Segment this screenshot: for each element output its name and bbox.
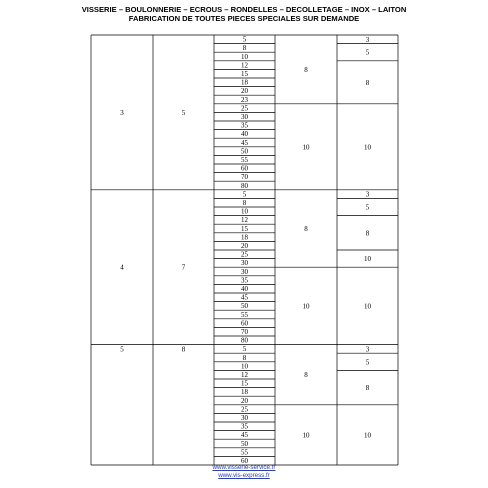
length-cell: 80 [241,336,248,345]
length-cell: 25 [241,405,248,414]
length-cell: 20 [241,87,248,96]
group-value-cell: 8 [304,225,308,233]
length-cell: 50 [241,439,248,448]
length-cell: 5 [242,35,247,44]
group-value-cell: 10 [302,431,310,440]
pitch-cell: 5 [181,108,186,117]
sub-value-cell: 8 [365,78,370,87]
sub-value-cell: 5 [365,48,370,57]
length-cell: 8 [242,44,247,53]
length-cell: 55 [241,448,248,457]
length-cell: 25 [241,250,248,259]
sub-value-cell: 10 [364,431,371,440]
header-line-1: VISSERIE – BOULONNERIE – ECROUS – RONDELLES – DECOLLETAGE – INOX – LAITON [81,5,407,14]
group-value-cell: 10 [302,302,310,311]
length-cell: 12 [241,61,248,70]
length-cell: 20 [241,242,248,250]
group-value-cell: 8 [304,65,308,74]
length-cell: 15 [241,379,248,388]
length-cell: 18 [241,233,248,242]
length-cell: 30 [241,113,248,121]
length-cell: 60 [241,164,248,173]
length-cell: 40 [241,130,248,139]
length-cell: 10 [241,207,248,216]
sub-value-cell: 5 [365,203,370,212]
length-cell: 20 [241,396,248,405]
length-cell: 25 [241,104,248,113]
header-line-2: FABRICATION DE TOUTES PIECES SPECIALES SUR DEMANDE [128,14,360,23]
footer-line-2 [0,472,488,480]
sub-value-cell: 10 [364,302,371,311]
length-cell: 15 [241,70,248,78]
length-cell: 35 [241,422,248,431]
length-cell: 45 [241,293,248,302]
sub-value-cell: 10 [364,143,371,152]
sub-value-cell: 3 [365,190,370,199]
group-value-cell: 8 [304,371,308,380]
sub-value-cell: 10 [364,255,371,264]
length-cell: 18 [241,388,248,397]
length-cell: 35 [241,276,248,285]
sub-value-cell: 5 [365,358,370,367]
length-cell: 45 [241,431,248,440]
length-cell: 50 [241,147,248,156]
length-cell: 80 [241,181,248,190]
pitch-cell: 7 [181,263,186,272]
length-cell: 30 [241,267,248,276]
visserie-service-link[interactable]: www.visserie-service.fr [212,464,276,471]
length-cell: 10 [241,362,248,371]
length-cell: 18 [241,78,248,87]
sub-value-cell: 8 [365,229,370,238]
vis-express-link[interactable]: www.vis-express.fr [218,472,270,479]
length-cell: 30 [241,414,248,422]
length-cell: 15 [241,224,248,233]
length-cell: 70 [241,173,248,182]
length-cell: 12 [241,216,248,225]
length-cell: 23 [241,95,248,104]
sub-value-cell: 3 [365,35,370,44]
length-cell: 10 [241,52,248,61]
length-cell: 35 [241,121,248,130]
sub-value-cell: 3 [365,345,370,354]
length-cell: 60 [241,457,248,465]
length-cell: 40 [241,285,248,293]
sub-value-cell: 8 [365,384,370,393]
diameter-cell: 4 [120,263,124,272]
diameter-cell: 5 [120,345,124,354]
length-cell: 5 [242,345,247,354]
length-cell: 60 [241,319,248,328]
length-cell: 12 [241,371,248,379]
length-cell: 30 [241,259,248,268]
length-cell: 55 [241,310,248,319]
group-value-cell: 10 [302,143,310,152]
length-cell: 45 [241,138,248,147]
footer-line-1 [0,464,488,472]
length-cell: 8 [242,199,247,207]
length-cell: 8 [242,353,247,362]
length-cell: 5 [242,190,247,199]
length-cell: 70 [241,328,248,336]
diameter-cell: 3 [120,108,124,117]
length-cell: 50 [241,302,248,311]
pitch-cell: 8 [181,345,186,354]
length-cell: 55 [241,156,248,164]
